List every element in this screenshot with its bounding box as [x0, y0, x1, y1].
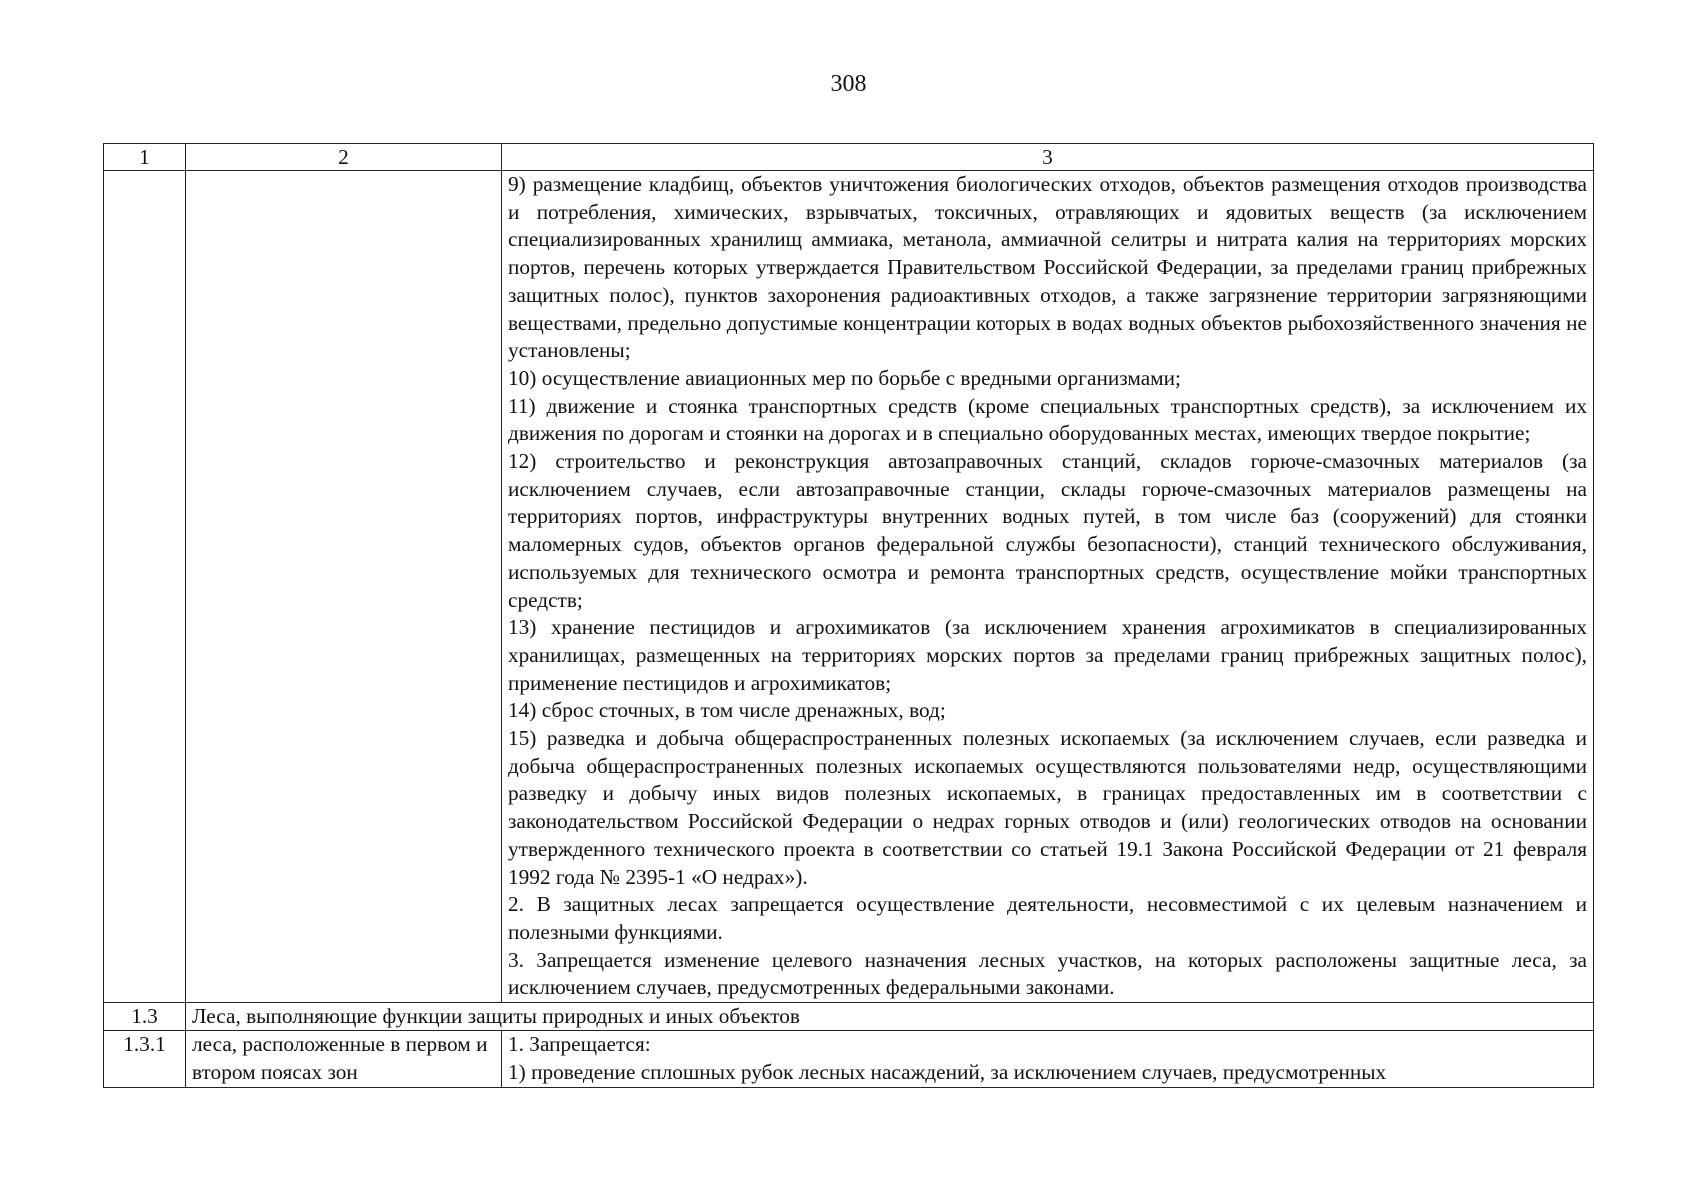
- page-number: 308: [830, 71, 867, 97]
- subsection-paragraph-1: 1. Запрещается:: [508, 1032, 651, 1057]
- paragraph-item-14: 14) сброс сточных, в том числе дренажных, вод;: [508, 698, 946, 723]
- header-cell-3: 3: [502, 144, 1594, 171]
- subsection-number-cell: 1.3.1: [104, 1031, 186, 1087]
- subsection-name-cell: леса, расположенные в первом и втором поясах зон: [186, 1031, 502, 1087]
- paragraph-item-12: 12) строительство и реконструкция автозаправочных станций, складов горюче-смазочных материалов (за исключением случаев, если автозаправочные станции, склады горюче-смазочных материалов размещены на территориях портов, инфраструктуры внутренних водных путей, в том числе баз (сооружений) для стоянки маломерных судов, объектов органов федеральной службы безопасности), станций технического обслуживания, используемых для технического осмотра и ремонта транспортных средств, осуществление мойки транспортных средств;: [508, 449, 1587, 612]
- table-row-subsection: [104, 1031, 1594, 1087]
- table-row-continued: [104, 171, 1594, 1003]
- section-number-cell: 1.3: [104, 1003, 186, 1031]
- paragraph-item-13: 13) хранение пестицидов и агрохимикатов (за исключением хранения агрохимикатов в специализированных хранилищах, размещенных на территориях морских портов за пределами границ прибрежных защитных полос), применение пестицидов и агрохимикатов;: [508, 615, 1587, 695]
- row-name-cell: [186, 171, 502, 1003]
- table-row-section: [104, 1003, 1594, 1031]
- paragraph-point-3: 3. Запрещается изменение целевого назначения лесных участков, на которых расположены защитные леса, за исключением случаев, предусмотренных федеральными законами.: [508, 947, 1587, 1000]
- table-header-row: [104, 144, 1594, 171]
- subsection-content-cell: [502, 1031, 1594, 1087]
- subsection-paragraph-2: 1) проведение сплошных рубок лесных насаждений, за исключением случаев, предусмотренных: [508, 1059, 1387, 1084]
- paragraph-item-11: 11) движение и стоянка транспортных средств (кроме специальных транспортных средств), за исключением их движения по дорогам и стоянки на дорогах и в специально оборудованных местах, имеющих твердое покрытие;: [508, 393, 1587, 446]
- paragraph-item-15: 15) разведка и добыча общераспространенных полезных ископаемых (за исключением случаев, если разведка и добыча общераспространенных полезных ископаемых осуществляются пользователями недр, осуществляющими разведку и добычу иных видов полезных ископаемых, в границах предоставленных им в соответствии с законодательством Российской Федерации о недрах горных отводов и (или) геологических отводов на основании утвержденного технического проекта в соответствии со статьей 19.1 Закона Российской Федерации от 21 февраля 1992 года № 2395-1 «О недрах»).: [508, 726, 1587, 889]
- regulations-table: [103, 143, 1594, 1088]
- paragraph-item-10: 10) осуществление авиационных мер по борьбе с вредными организмами;: [508, 365, 1181, 390]
- paragraph-item-9: 9) размещение кладбищ, объектов уничтожения биологических отходов, объектов размещения отходов производства и потребления, химических, взрывчатых, токсичных, отравляющих и ядовитых веществ (за исключением специализированных хранилищ аммиака, метанола, аммиачной селитры и нитрата калия на территориях морских портов, перечень которых утверждается Правительством Российской Федерации, за пределами границ прибрежных защитных полос), пунктов захоронения радиоактивных отходов, а также загрязнение территории загрязняющими веществами, предельно допустимые концентрации которых в водах водных объектов рыбохозяйственного значения не установлены;: [508, 172, 1587, 363]
- row-content-cell: [502, 171, 1594, 1003]
- section-title-cell: Леса, выполняющие функции защиты природных и иных объектов: [186, 1003, 1594, 1031]
- row-number-cell: [104, 171, 186, 1003]
- header-cell-2: 2: [186, 144, 502, 171]
- header-cell-1: 1: [104, 144, 186, 171]
- paragraph-point-2: 2. В защитных лесах запрещается осуществление деятельности, несовместимой с их целевым назначением и полезными функциями.: [508, 892, 1587, 944]
